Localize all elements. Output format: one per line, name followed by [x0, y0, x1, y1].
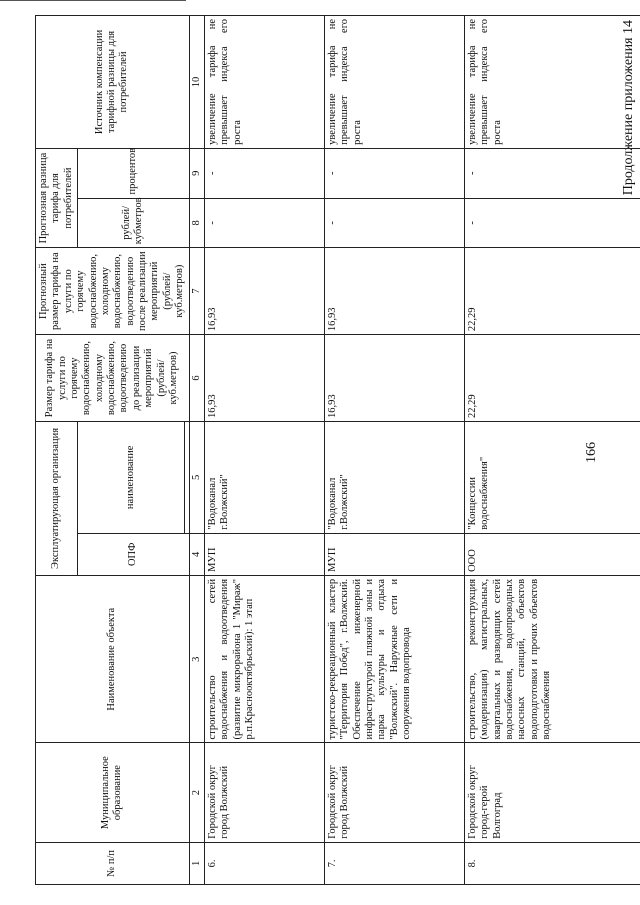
continuation-label: Продолжение приложения 14: [621, 20, 636, 196]
row-opf: ООО: [464, 533, 640, 575]
row-diff-pct: -: [464, 148, 640, 198]
header-municipality: Муниципальное образование: [36, 743, 190, 842]
header-object-name: Наименование объекта: [36, 575, 190, 743]
row-org-name: "Водоканал г.Волжский": [324, 421, 464, 533]
row-tariff-before: 16,93: [324, 335, 464, 422]
header-row-1: [36, 16, 78, 885]
col-number: 5: [189, 421, 204, 533]
row-diff-pct: -: [204, 148, 324, 198]
header-operator: Эксплуатирующая организация: [36, 421, 78, 575]
col-number: 6: [189, 335, 204, 422]
row-opf: МУП: [324, 533, 464, 575]
header-opf: ОПФ: [78, 533, 189, 575]
table-row: [324, 16, 464, 885]
row-municipality: Городской округ город Волжский: [204, 743, 324, 842]
row-object-name: туристско-рекреационный кластер "Территория Побед", г.Волжский. Обеспечение инженерной инфраструктурой пляжной зоны и парка культуры и отдыха "Волжский". Наружные сети и сооружения водопровода: [324, 575, 464, 743]
row-tariff-after: 16,93: [204, 248, 324, 335]
row-org-name: "Концессии водоснабжения": [464, 421, 640, 533]
header-tariff-after: Прогнозный размер тарифа на услуги по горячему водоснабжению, холодному водоснабжению, водоотведению после реализации мероприятий (рублей/ куб.метров): [36, 248, 190, 335]
header-num: № п/п: [36, 842, 190, 884]
header-org-name: наименование: [78, 421, 184, 533]
column-number-row: [189, 16, 204, 885]
col-number: 4: [189, 533, 204, 575]
row-diff-rub: -: [464, 198, 640, 248]
row-source: увеличение тарифа не превышает индекса его роста: [464, 16, 640, 149]
col-number: 8: [189, 198, 204, 248]
page-number: 166: [584, 442, 599, 463]
row-num: 7.: [324, 842, 464, 884]
header-forecast-diff: Прогнозная разница тарифа для потребителей: [36, 148, 78, 247]
col-number: 1: [189, 842, 204, 884]
col-number: 3: [189, 575, 204, 743]
table-row: [464, 16, 640, 885]
row-tariff-after: 16,93: [324, 248, 464, 335]
row-num: 6.: [204, 842, 324, 884]
row-diff-rub: -: [324, 198, 464, 248]
row-municipality: Городской округ город-герой Волгоград: [464, 743, 640, 842]
col-number: 2: [189, 743, 204, 842]
row-org-name: "Водоканал г.Волжский": [204, 421, 324, 533]
col-number: 7: [189, 248, 204, 335]
col-number: 9: [189, 148, 204, 198]
row-source: увеличение тарифа не превышает индекса его роста: [204, 16, 324, 149]
row-object-name: строительство, реконструкция (модернизация) магистральных, квартальных и разводящих сетей водоснабжения, водопроводных насосных станций, объектов водоподготовки и прочих объектов водоснабжения: [464, 575, 640, 743]
row-tariff-before: 22,29: [464, 335, 640, 422]
row-num: 8.: [464, 842, 640, 884]
row-opf: МУП: [204, 533, 324, 575]
header-source: Источник компенсации тарифной разницы для потребителей: [36, 16, 190, 149]
row-object-name: строительство сетей водоснабжения и водоотведения (развитие микрорайона 1 "Мираж" р.п.Краснооктябрьский): 1 этап: [204, 575, 324, 743]
col-number: 10: [189, 16, 204, 149]
row-diff-pct: -: [324, 148, 464, 198]
row-diff-rub: -: [204, 198, 324, 248]
header-tariff-before: Размер тарифа на услуги по горячему водоснабжению, холодному водоснабжению, водоотведению до реализации мероприятий (рублей/ куб.метров): [36, 335, 190, 422]
tariff-table: [35, 15, 640, 885]
header-diff-pct: процентов: [78, 148, 189, 198]
row-tariff-after: 22,29: [464, 248, 640, 335]
row-source: увеличение тарифа не превышает индекса его роста: [324, 16, 464, 149]
row-tariff-before: 16,93: [204, 335, 324, 422]
table-row: [204, 16, 324, 885]
row-municipality: Городской округ город Волжский: [324, 743, 464, 842]
header-diff-rub: рублей/ кубметров: [78, 198, 189, 248]
